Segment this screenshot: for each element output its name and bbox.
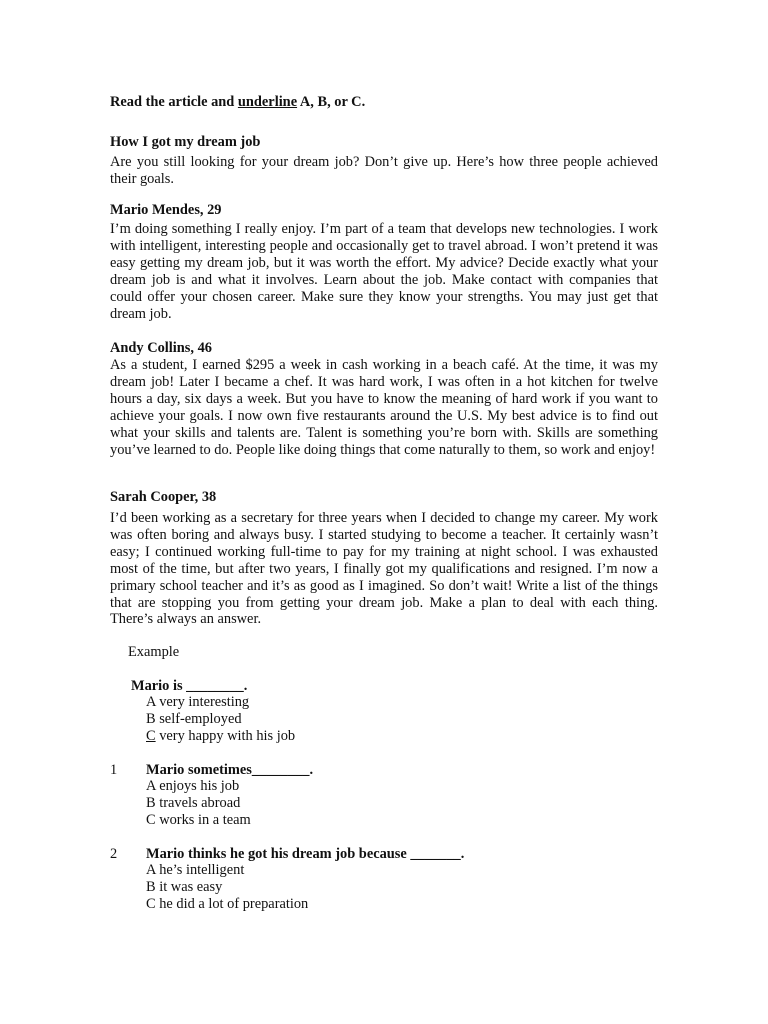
question-1-option-b — [146, 795, 240, 812]
example-option-c — [146, 728, 295, 745]
person-text-sarah: I’d been working as a secretary for three years when I decided to change my career. My work was often boring and always busy. I started studying to become a teacher. It certainly wasn’t easy; I continued working full-time to pay for my training at night school. I was exhausted most of the time, but after two years, I finally got my qualifications and resigned. I’m now a primary school teacher and it’s as good as I imagined. So don’t wait! Write a list of the things that are stopping you from getting your dream job. Make a plan to deal with each thing. There’s always an answer. — [110, 510, 658, 628]
person-text-andy: As a student, I earned $295 a week in cash working in a beach café. At the time, it was my dream job! Later I became a chef. It was hard work, I was often in a hot kitchen for twelve hours a day, six days a week. But you have to know the meaning of hard work if you want to achieve your goals. I now own five restaurants around the U.S. My best advice is to find out what your skills and talents are. Talent is something you’re born with. Skills are something you’ve learned to do. People like doing things that come naturally to them, so work and enjoy! — [110, 357, 658, 458]
option-letter: A — [146, 778, 156, 794]
example-option-b — [146, 711, 242, 728]
option-text: he did a lot of preparation — [155, 896, 309, 912]
instruction — [110, 94, 365, 111]
question-stem-1: Mario sometimes________. — [146, 762, 314, 778]
option-letter: C — [146, 812, 156, 828]
option-text: self-employed — [155, 711, 242, 727]
article-title: How I got my dream job — [110, 134, 261, 150]
option-letter-underlined: C — [146, 728, 156, 744]
person-text-mario: I’m doing something I really enjoy. I’m part of a team that develops new technologies. I work with intelligent, interesting people and occasionally get to travel abroad. I won’t pretend it was easy getting my dream job, but it was worth the effort. My advice? Decide exactly what your dream job is and what it involves. Learn about the job. Make contact with companies that could offer your chosen career. Make sure they know your strengths. You may just get that dream job. — [110, 221, 658, 322]
question-number-1: 1 — [110, 762, 118, 778]
question-2-option-c — [146, 896, 308, 913]
instruction-text: Read the article and — [110, 94, 238, 110]
example-option-a — [146, 694, 249, 711]
instruction-text-end: A, B, or C. — [297, 94, 366, 110]
option-letter: B — [146, 879, 156, 895]
instruction-underlined-word: underline — [237, 94, 298, 110]
person-name-andy: Andy Collins, 46 — [110, 340, 212, 356]
question-stem-2: Mario thinks he got his dream job because _______. — [146, 846, 465, 862]
option-letter: A — [146, 694, 156, 710]
option-letter: A — [146, 862, 156, 878]
question-2-option-a — [146, 862, 244, 879]
option-text: very happy with his job — [155, 728, 296, 744]
question-2-option-b — [146, 879, 222, 896]
example-label: Example — [128, 644, 180, 660]
option-text: it was easy — [155, 879, 223, 895]
question-number-2: 2 — [110, 846, 118, 862]
option-letter: B — [146, 795, 156, 811]
option-letter: C — [146, 896, 156, 912]
example-stem: Mario is ________. — [131, 678, 248, 694]
option-letter: B — [146, 711, 156, 727]
option-text: he’s intelligent — [155, 862, 245, 878]
option-text: very interesting — [155, 694, 250, 710]
person-name-mario: Mario Mendes, 29 — [110, 202, 222, 218]
article-intro: Are you still looking for your dream job? Don’t give up. Here’s how three people achieved their goals. — [110, 154, 658, 187]
question-1-option-c — [146, 812, 251, 829]
option-text: enjoys his job — [155, 778, 240, 794]
option-text: works in a team — [155, 812, 251, 828]
person-name-sarah: Sarah Cooper, 38 — [110, 489, 217, 505]
option-text: travels abroad — [155, 795, 241, 811]
question-1-option-a — [146, 778, 239, 795]
